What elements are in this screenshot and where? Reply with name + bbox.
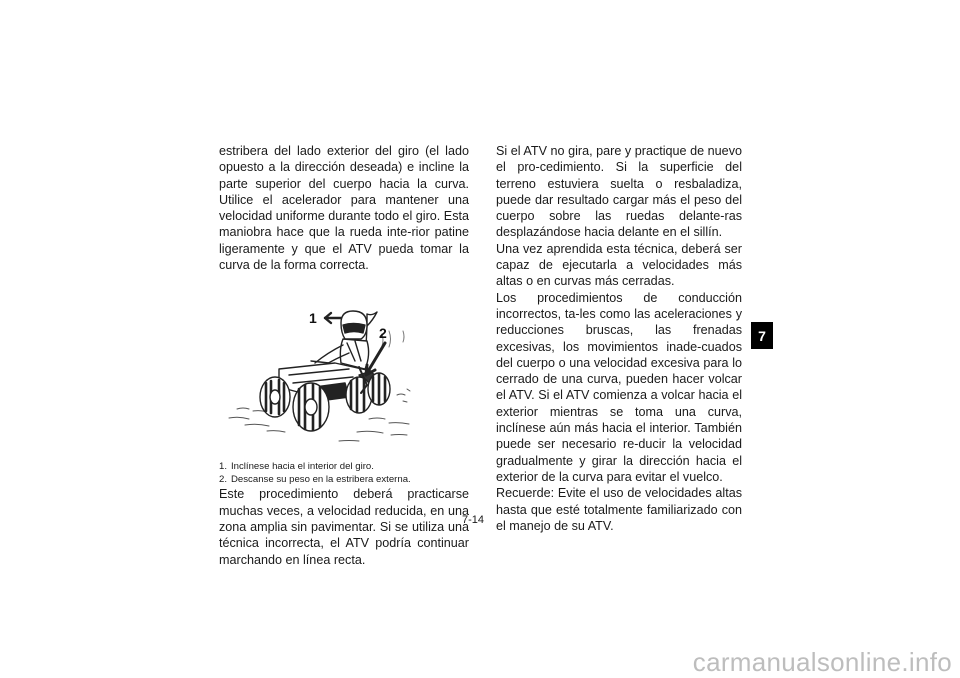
right-paragraph-2: Una vez aprendida esta técnica, deberá ser capaz de ejecutarla a velocidades más altas o en curvas más cerradas. [496, 241, 742, 289]
right-paragraph-1: Si el ATV no gira, pare y practique de nuevo el pro-cedimiento. Si la superficie del terreno estuviera suelta o resbaladiza, puede dar resultado cargar más el peso del cuerpo sobre las ruedas delante-ras desplazándose hacia delante en el sillín. [496, 144, 742, 240]
figure-captions [219, 460, 469, 486]
caption-1 [219, 460, 469, 473]
right-column [496, 143, 742, 534]
caption-number: 2. [219, 474, 228, 486]
callout-1: 1 [309, 310, 317, 327]
caption-number: 1. [219, 461, 228, 473]
watermark: carmanualsonline.info [692, 647, 952, 677]
atv-figure [219, 291, 469, 456]
atv-rider-illustration [219, 291, 469, 456]
left-column [219, 143, 469, 568]
chapter-tab: 7 [751, 322, 773, 349]
left-paragraph-1: estribera del lado exterior del giro (el lado opuesto a la dirección deseada) e incline la parte superior del cuerpo hacia la curva. Utilice el acelerador para mantener una velocidad uniforme durante todo el giro. Esta maniobra hace que la rueda inte-rior patine ligeramente y que el ATV pueda tomar la curva de la forma correcta. [219, 144, 469, 273]
left-paragraph-2: Este procedimiento deberá practicarse muchas veces, a velocidad reducida, en una zona amplia sin pavimentar. Si se utiliza una técnica incorrecta, el ATV podría continuar marchando en línea recta. [219, 487, 469, 567]
page-number: 7-14 [462, 514, 485, 526]
caption-2 [219, 473, 469, 486]
caption-text: Descanse su peso en la estribera externa. [231, 474, 411, 486]
caption-text: Inclínese hacia el interior del giro. [231, 461, 374, 473]
right-paragraph-4: Recuerde: Evite el uso de velocidades altas hasta que esté totalmente familiarizado con el manejo de su ATV. [496, 486, 742, 533]
right-paragraph-3: Los procedimientos de conducción incorrectos, ta-les como las aceleraciones y reducciones bruscas, las frenadas excesivas, los movimientos inade-cuados del cuerpo o una velocidad excesiva para lo cerrado de una curva, pueden hacer volcar el ATV. Si el ATV comienza a volcar hacia el exterior mientras se toma una curva, inclínese aún más hacia el interior. También puede ser necesario re-ducir la velocidad gradualmente y girar la dirección hacia el exterior de la curva para evitar el vuelco. [496, 290, 742, 484]
callout-2: 2 [379, 325, 387, 342]
